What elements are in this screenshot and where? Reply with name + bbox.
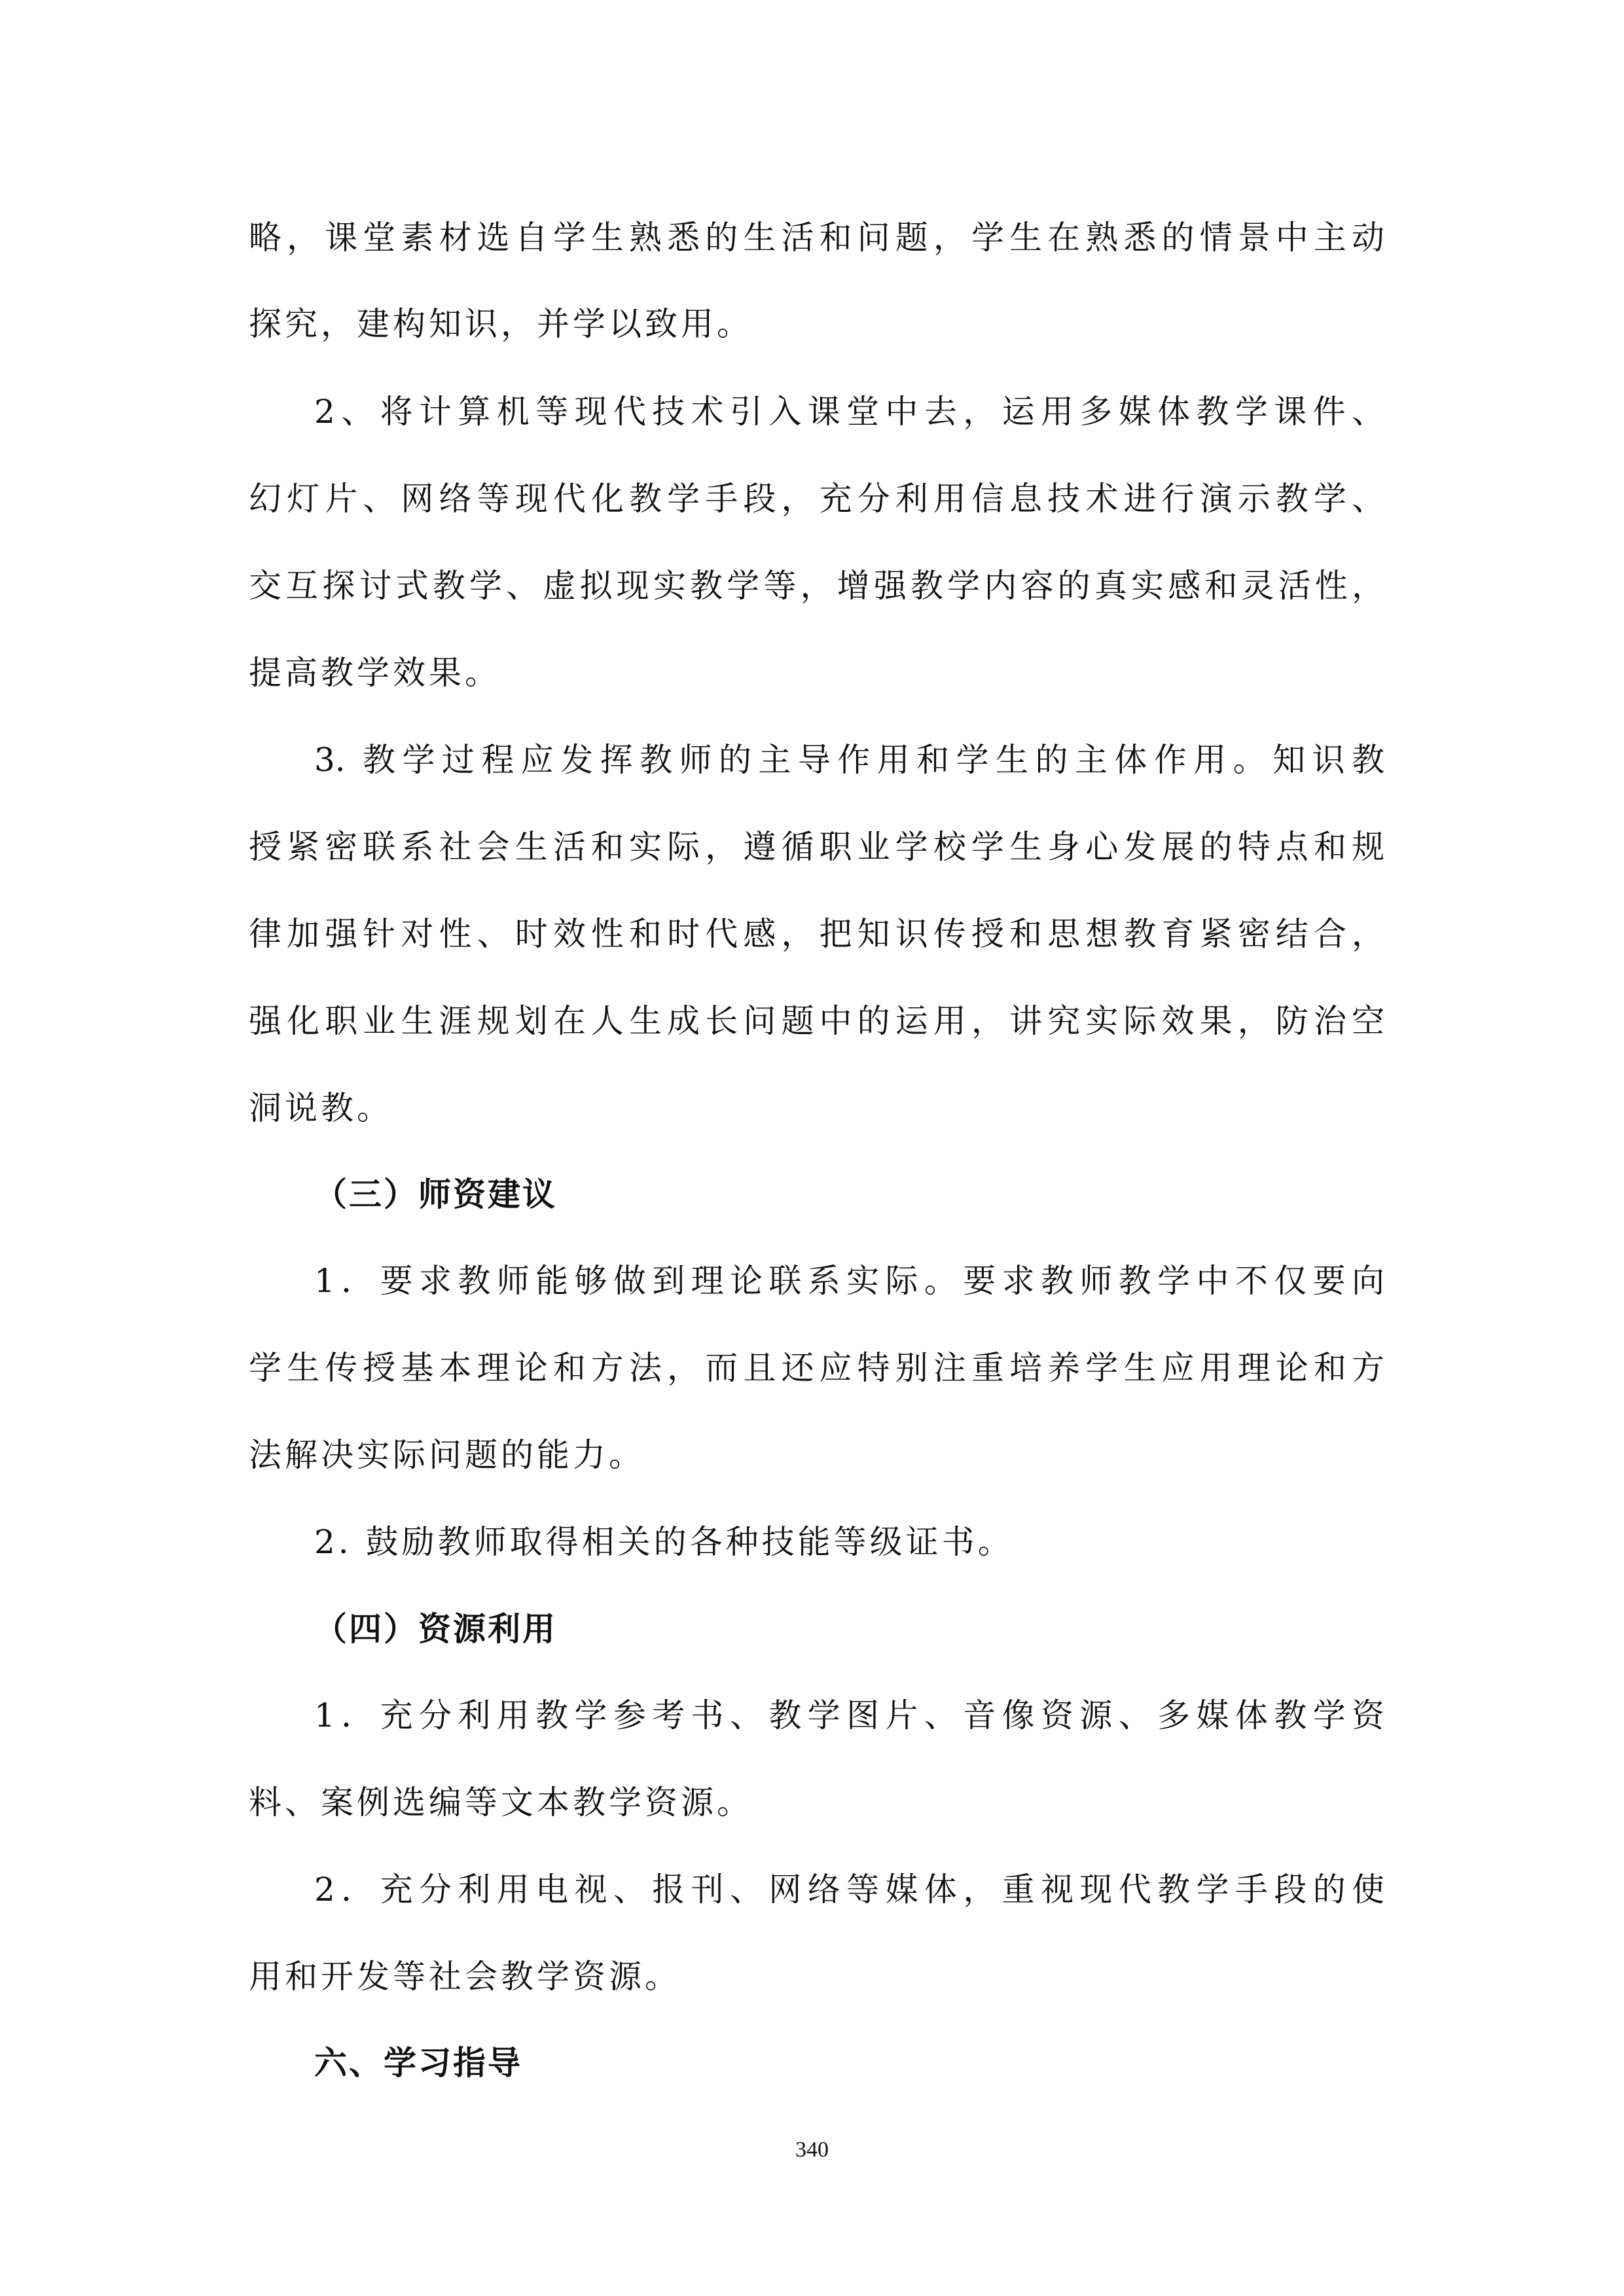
paragraph-line: 用和开发等社会教学资源。 — [249, 1958, 681, 1996]
paragraph-line: 律加强针对性、时效性和时代感，把知识传授和思想教育紧密结合， — [249, 915, 1384, 953]
section-heading: （四）资源利用 — [314, 1610, 557, 1648]
paragraph-line: 强化职业生涯规划在人生成长问题中的运用，讲究实际效果，防治空 — [249, 1002, 1384, 1040]
paragraph-line: 略，课堂素材选自学生熟悉的生活和问题，学生在熟悉的情景中主动 — [249, 219, 1384, 257]
paragraph-line: 料、案例选编等文本教学资源。 — [249, 1784, 753, 1821]
paragraph-line: 法解决实际问题的能力。 — [249, 1436, 645, 1474]
paragraph-line: 2、将计算机等现代技术引入课堂中去，运用多媒体教学课件、 — [314, 393, 1384, 431]
paragraph-line: 2. 鼓励教师取得相关的各种技能等级证书。 — [314, 1523, 1014, 1561]
paragraph-line: 3. 教学过程应发挥教师的主导作用和学生的主体作用。知识教 — [314, 741, 1384, 779]
paragraph-line: 授紧密联系社会生活和实际，遵循职业学校学生身心发展的特点和规 — [249, 828, 1384, 866]
paragraph-line: 1．要求教师能够做到理论联系实际。要求教师教学中不仅要向 — [314, 1262, 1384, 1300]
section-heading: （三）师资建议 — [314, 1175, 557, 1213]
page-number: 340 — [795, 2138, 829, 2162]
paragraph-line: 交互探讨式教学、虚拟现实教学等，增强教学内容的真实感和灵活性， — [249, 567, 1384, 605]
paragraph-line: 幻灯片、网络等现代化教学手段，充分利用信息技术进行演示教学、 — [249, 480, 1384, 518]
paragraph-line: 1．充分利用教学参考书、教学图片、音像资源、多媒体教学资 — [314, 1696, 1384, 1734]
paragraph-line: 2．充分利用电视、报刊、网络等媒体，重视现代教学手段的使 — [314, 1871, 1384, 1909]
paragraph-line: 学生传授基本理论和方法，而且还应特别注重培养学生应用理论和方 — [249, 1349, 1384, 1387]
chapter-heading: 六、学习指导 — [314, 2044, 522, 2082]
paragraph-line: 提高教学效果。 — [249, 654, 501, 692]
paragraph-line: 探究，建构知识，并学以致用。 — [249, 305, 753, 343]
paragraph-line: 洞说教。 — [249, 1089, 393, 1127]
